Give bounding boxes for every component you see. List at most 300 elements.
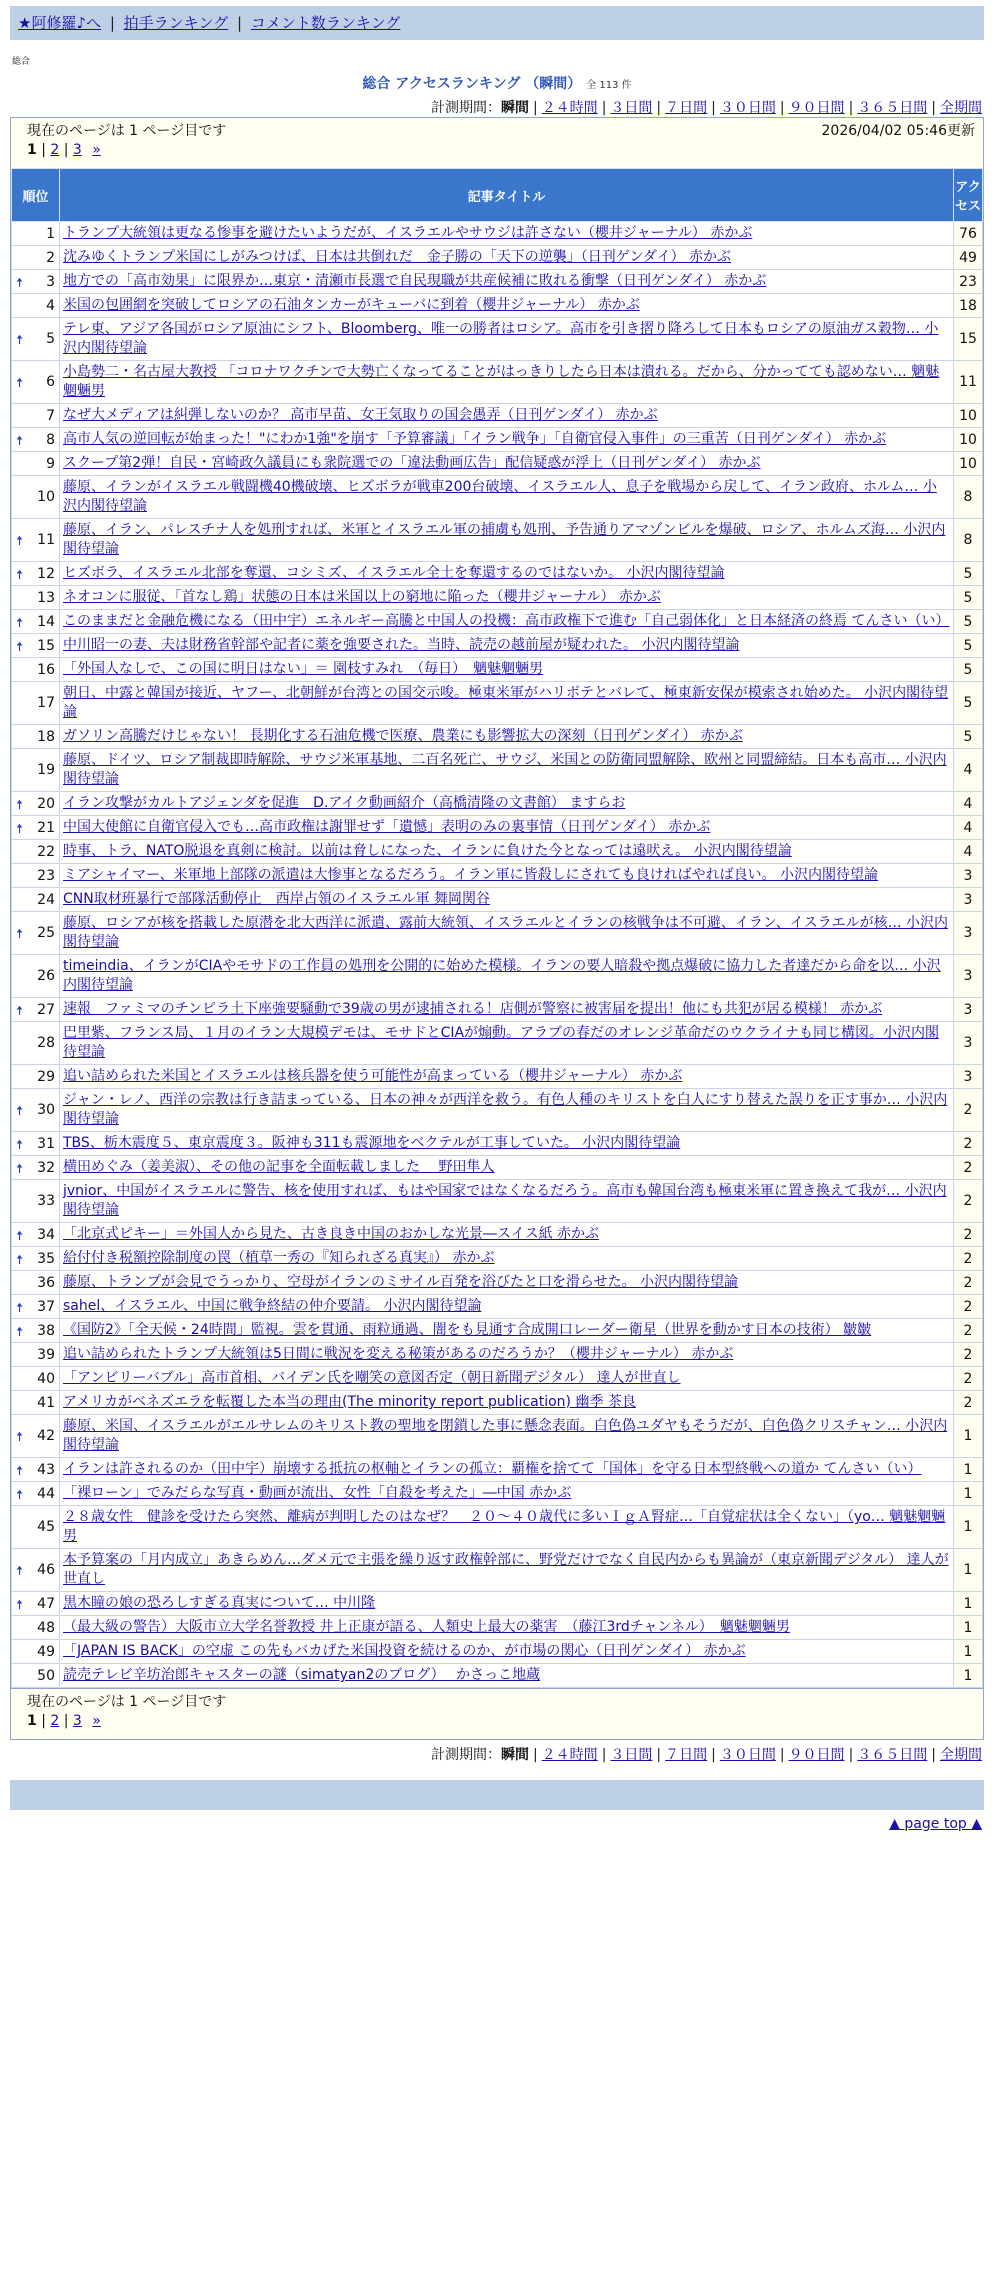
rank-up-arrow-icon: 🠅: [16, 1228, 24, 1244]
period-option[interactable]: ２４時間: [541, 1747, 598, 1763]
table-row: [12, 1089, 983, 1132]
article-title-link[interactable]: 給付付き税額控除制度の罠（植草一秀の『知られざる真実』） 赤かぶ: [63, 1250, 495, 1266]
article-title-link[interactable]: 「外国人なしで、この国に明日はない」＝ 園枝すみれ （毎日） 魑魅魍魎男: [63, 661, 544, 677]
rank-number: 19: [37, 762, 55, 778]
article-title-link[interactable]: このままだと金融危機になる（田中宇）エネルギー高騰と中国人の投機：高市政権下で進む「自己弱体化」と日本経済の終焉 てんさい（い）: [63, 613, 950, 629]
rank-number: 15: [37, 637, 55, 654]
title-cell: [60, 998, 954, 1022]
period-option[interactable]: 全期間: [940, 1747, 982, 1763]
table-row: [12, 294, 983, 318]
rank-cell: [12, 428, 60, 452]
access-count: 3: [954, 1065, 983, 1089]
article-title-link[interactable]: 「JAPAN IS BACK」の空虚 この先もバカげた米国投資を続けるのか、が市場の関心（日刊ゲンダイ） 赤かぶ: [63, 1643, 746, 1659]
rank-number: 48: [37, 1619, 55, 1636]
access-count: 3: [954, 888, 983, 912]
pager-top: [27, 142, 977, 158]
table-row: [12, 1343, 983, 1367]
page-1-link[interactable]: 1: [27, 1713, 37, 1729]
access-count: 5: [954, 610, 983, 634]
rank-cell: [12, 725, 60, 749]
rank-cell: [12, 1506, 60, 1549]
rank-up-arrow-icon: 🠅: [16, 615, 24, 631]
rank-up-arrow-icon: 🠅: [16, 333, 24, 348]
period-selector-bottom: [10, 1744, 984, 1764]
article-title-link[interactable]: 時事、トラ、NATO脱退を真剣に検討。以前は脅しになった、イランに負けた今となっては遠吠え。 小沢内閣待望論: [63, 843, 792, 859]
table-row: [12, 1391, 983, 1415]
rank-cell: [12, 816, 60, 840]
period-separator: |: [779, 100, 785, 116]
table-row: [12, 840, 983, 864]
access-count: 3: [954, 998, 983, 1022]
period-separator: |: [931, 1747, 936, 1763]
page-2-link[interactable]: 2: [50, 142, 60, 158]
period-option[interactable]: ３日間: [610, 1747, 653, 1763]
rank-cell: [12, 1271, 60, 1295]
title-cell: [60, 1223, 954, 1247]
table-row: [12, 222, 983, 246]
access-count: 23: [954, 270, 983, 294]
table-row: [12, 749, 983, 792]
title-cell: [60, 586, 954, 610]
access-count: 2: [954, 1247, 983, 1271]
period-option[interactable]: 瞬間: [500, 100, 529, 116]
article-title-link[interactable]: 地方での「高市効果」に限界か…東京・清瀬市長選で自民現職が共産候補に敗れる衝撃（日刊ゲンダイ） 赤かぶ: [63, 273, 767, 289]
rank-number: 18: [37, 728, 55, 745]
access-count: 2: [954, 1319, 983, 1343]
pager-separator: |: [41, 1713, 46, 1729]
access-count: 10: [954, 428, 983, 452]
rank-number: 2: [46, 249, 55, 266]
rank-cell: [12, 294, 60, 318]
rank-number: 16: [37, 661, 55, 678]
rank-number: 20: [37, 795, 55, 812]
rank-cell: [12, 682, 60, 725]
table-row: [12, 270, 983, 294]
access-count: 3: [954, 955, 983, 998]
title-cell: [60, 361, 954, 404]
rank-number: 26: [37, 968, 55, 984]
rank-number: 43: [37, 1461, 55, 1478]
article-title-link[interactable]: 「アンビリーバブル」高市首相、バイデン氏を嘲笑の意図否定（朝日新聞デジタル） 達人が世直し: [63, 1370, 681, 1386]
title-cell: [60, 1415, 954, 1458]
access-count: 2: [954, 1295, 983, 1319]
rank-number: 8: [46, 431, 55, 448]
article-title-link[interactable]: アメリカがベネズエラを転覆した本当の理由(The minority report publication) 幽季 茶良: [63, 1394, 636, 1410]
title-cell: [60, 1482, 954, 1506]
table-row: [12, 404, 983, 428]
rank-cell: [12, 1132, 60, 1156]
table-row: [12, 562, 983, 586]
period-option[interactable]: ７日間: [665, 1747, 708, 1763]
table-row: [12, 361, 983, 404]
table-row: [12, 318, 983, 361]
access-count: 2: [954, 1132, 983, 1156]
rank-cell: [12, 1247, 60, 1271]
title-column-header: 記事タイトル: [60, 169, 954, 222]
article-title-link[interactable]: イラン攻撃がカルトアジェンダを促進 D.アイク動画紹介（高橋清隆の文書館） ますらお: [63, 795, 626, 811]
rank-number: 46: [37, 1562, 55, 1578]
article-title-link[interactable]: timeindia、イランがCIAやモサドの工作員の処刑を公開的に始めた模様。イランの要人暗殺や拠点爆破に協力した者達だから命を以… 小沢内閣待望論: [63, 958, 941, 993]
title-cell: [60, 404, 954, 428]
article-title-link[interactable]: ネオコンに服従、「首なし鶏」状態の日本は米国以上の窮地に陥った（櫻井ジャーナル） 赤かぶ: [63, 589, 661, 605]
rank-cell: [12, 912, 60, 955]
title-cell: [60, 1640, 954, 1664]
article-title-link[interactable]: 藤原、イラン、パレスチナ人を処刑すれば、米軍とイスラエル軍の捕虜も処刑、予告通りアマゾンビルを爆破、ロシア、ホルムズ海… 小沢内閣待望論: [63, 522, 946, 557]
article-title-link[interactable]: トランプ大統領は更なる惨事を避けたいようだが、イスラエルやサウジは許さない（櫻井ジャーナル） 赤かぶ: [63, 225, 753, 241]
title-cell: [60, 634, 954, 658]
rank-number: 44: [37, 1485, 55, 1502]
table-row: [12, 1640, 983, 1664]
rank-cell: [12, 246, 60, 270]
rank-up-arrow-icon: 🠅: [16, 1104, 24, 1119]
nav-separator: |: [237, 14, 243, 32]
rank-cell: [12, 610, 60, 634]
current-page-text: 現在のページは 1 ページ目です: [27, 1694, 227, 1710]
rank-number: 27: [37, 1001, 55, 1018]
rank-cell: [12, 318, 60, 361]
rank-number: 33: [37, 1193, 55, 1209]
rank-up-arrow-icon: 🠅: [16, 1463, 24, 1479]
table-row: [12, 452, 983, 476]
access-count: 49: [954, 246, 983, 270]
rank-cell: [12, 452, 60, 476]
title-cell: [60, 222, 954, 246]
title-cell: [60, 1343, 954, 1367]
table-row: [12, 1482, 983, 1506]
access-count: 76: [954, 222, 983, 246]
article-title-link[interactable]: 藤原、トランプが会見でうっかり、空母がイランのミサイル百発を浴びたと口を滑らせた。 小沢内閣待望論: [63, 1274, 739, 1290]
table-row: [12, 1367, 983, 1391]
table-row: [12, 428, 983, 452]
rank-cell: [12, 634, 60, 658]
period-option[interactable]: 全期間: [940, 100, 982, 116]
next-page-link[interactable]: »: [92, 1713, 101, 1729]
nav-separator: |: [109, 14, 115, 32]
access-count: 8: [954, 476, 983, 519]
article-title-link[interactable]: テレ東、アジア各国がロシア原油にシフト、Bloomberg、唯一の勝者はロシア。高市を引き摺り降ろして日本もロシアの原油ガス穀物… 小沢内閣待望論: [63, 321, 939, 356]
article-title-link[interactable]: ヒズボラ、イスラエル北部を奪還、コシミズ、イスラエル全土を奪還するのではないか。 小沢内閣待望論: [63, 565, 725, 581]
rank-cell: [12, 1319, 60, 1343]
rank-number: 42: [37, 1428, 55, 1444]
title-cell: [60, 270, 954, 294]
rank-number: 50: [37, 1667, 55, 1684]
table-row: [12, 998, 983, 1022]
period-option[interactable]: ３日間: [610, 100, 653, 116]
title-cell: [60, 1664, 954, 1688]
title-cell: [60, 658, 954, 682]
table-row: [12, 246, 983, 270]
rank-number: 28: [37, 1035, 55, 1051]
rank-number: 6: [46, 374, 55, 390]
rank-number: 31: [37, 1135, 55, 1152]
article-title-link[interactable]: 読売テレビ辛坊治郎キャスターの謎（simatyan2のブログ） かさっこ地蔵: [63, 1667, 541, 1683]
period-separator: |: [848, 100, 854, 116]
rank-cell: [12, 955, 60, 998]
period-option[interactable]: 瞬間: [500, 1747, 529, 1763]
article-title-link[interactable]: 本予算案の「月内成立」あきらめん…ダメ元で主張を繰り返す政権幹部に、野党だけでなく自民内からも異論が（東京新聞デジタル） 達人が世直し: [63, 1552, 949, 1587]
access-count: 10: [954, 452, 983, 476]
title-cell: [60, 246, 954, 270]
table-row: [12, 1156, 983, 1180]
access-count: 4: [954, 816, 983, 840]
access-count: 2: [954, 1089, 983, 1132]
title-cell: [60, 816, 954, 840]
pager-bottom: [27, 1713, 977, 1729]
table-row: [12, 658, 983, 682]
rank-cell: [12, 658, 60, 682]
title-cell: [60, 1180, 954, 1223]
rank-number: 25: [37, 925, 55, 941]
title-cell: [60, 1592, 954, 1616]
rank-cell: [12, 1295, 60, 1319]
article-title-link[interactable]: TBS、栃木震度５、東京震度３。阪神も311も震源地をベクテルが工事していた。 小沢内閣待望論: [63, 1135, 681, 1151]
title-cell: [60, 749, 954, 792]
article-title-link[interactable]: jvnior、中国がイスラエルに警告、核を使用すれば、もはや国家ではなくなるだろう。高市も韓国台湾も極東米軍に置き換えて我が… 小沢内閣待望論: [63, 1183, 947, 1218]
access-count: 1: [954, 1664, 983, 1688]
title-cell: [60, 1616, 954, 1640]
rank-number: 9: [46, 455, 55, 472]
rank-up-arrow-icon: 🠅: [16, 797, 24, 813]
period-option[interactable]: ７日間: [665, 100, 708, 116]
table-row: [12, 1180, 983, 1223]
article-title-link[interactable]: 高市人気の逆回転が始まった！"にわか1強"を崩す「予算審議」「イラン戦争」「自衛官侵入事件」の三重苦（日刊ゲンダイ） 赤かぶ: [63, 431, 887, 447]
article-title-link[interactable]: 朝日、中露と韓国が接近、ヤフー、北朝鮮が台湾との国交示唆。極東米軍がハリボテとバレて、極東新安保が模索され始めた。 小沢内閣待望論: [63, 685, 949, 720]
period-option[interactable]: ３６５日間: [857, 1747, 928, 1763]
period-option[interactable]: ９０日間: [788, 100, 845, 116]
table-row: [12, 1592, 983, 1616]
article-title-link[interactable]: 藤原、米国、イスラエルがエルサレムのキリスト教の聖地を閉鎖した事に懸念表面。白色偽ユダヤもそうだが、白色偽クリスチャン… 小沢内閣待望論: [63, 1418, 948, 1453]
rank-cell: [12, 1640, 60, 1664]
comment-ranking-link[interactable]: コメント数ランキング: [250, 14, 401, 32]
article-title-link[interactable]: 中川昭一の妻、夫は財務省幹部や記者に薬を強要された。当時、読売の越前屋が疑われた。 小沢内閣待望論: [63, 637, 740, 653]
title-cell: [60, 725, 954, 749]
title-cell: [60, 1391, 954, 1415]
access-count: 10: [954, 404, 983, 428]
title-cell: [60, 864, 954, 888]
title-cell: [60, 1247, 954, 1271]
rank-number: 29: [37, 1068, 55, 1085]
rank-number: 12: [37, 565, 55, 582]
rank-number: 21: [37, 819, 55, 836]
article-title-link[interactable]: 小島勢二・名古屋大教授 「コロナワクチンで大勢亡くなってることがはっきりしたら日本は潰れる。だから、分かってても認めない… 魑魅魍魎男: [63, 364, 940, 399]
top-nav: [10, 6, 984, 40]
table-row: [12, 1415, 983, 1458]
access-count: 5: [954, 562, 983, 586]
table-row: [12, 955, 983, 998]
access-count: 1: [954, 1506, 983, 1549]
table-row: [12, 519, 983, 562]
article-title-link[interactable]: CNN取材班暴行で部隊活動停止 西岸占領のイスラエル軍 舞岡関谷: [63, 891, 491, 907]
period-separator: |: [601, 100, 607, 116]
article-title-link[interactable]: 「裸ローン」でみだらな写真・動画が流出、女性「自殺を考えた」―中国 赤かぶ: [63, 1485, 572, 1501]
table-row: [12, 1132, 983, 1156]
rank-cell: [12, 1391, 60, 1415]
article-title-link[interactable]: なぜ大メディアは糾弾しないのか？ 高市早苗、女王気取りの国会愚弄（日刊ゲンダイ） 赤かぶ: [63, 407, 658, 423]
article-title-link[interactable]: スクープ第2弾！自民・宮崎政久議員にも衆院選での「違法動画広告」配信疑惑が浮上（日刊ゲンダイ） 赤かぶ: [63, 455, 761, 471]
article-title-link[interactable]: 巴里紫、フランス局、１月のイラン大規模デモは、モサドとCIAが煽動。アラブの春だのオレンジ革命だのウクライナも同じ構図。小沢内閣待望論: [63, 1025, 939, 1060]
rank-cell: [12, 270, 60, 294]
period-option[interactable]: ３６５日間: [857, 100, 928, 116]
rank-up-arrow-icon: 🠅: [16, 1003, 24, 1019]
article-title-link[interactable]: sahel、イスラエル、中国に戦争終結の仲介要請。 小沢内閣待望論: [63, 1298, 482, 1314]
title-cell: [60, 840, 954, 864]
rank-up-arrow-icon: 🠅: [16, 639, 24, 655]
page-title: [10, 73, 984, 93]
title-cell: [60, 1458, 954, 1482]
table-row: [12, 586, 983, 610]
rank-cell: [12, 1343, 60, 1367]
rank-number: 5: [46, 331, 55, 347]
rank-up-arrow-icon: 🠅: [16, 1564, 24, 1579]
article-title-link[interactable]: 黒木瞳の娘の恐ろしすぎる真実について… 中川隆: [63, 1595, 376, 1611]
rank-cell: [12, 864, 60, 888]
rank-cell: [12, 1549, 60, 1592]
rank-number: 36: [37, 1274, 55, 1291]
article-title-link[interactable]: ガソリン高騰だけじゃない！ 長期化する石油危機で医療、農業にも影響拡大の深刻（日刊ゲンダイ） 赤かぶ: [63, 728, 743, 744]
period-separator: |: [711, 100, 716, 116]
table-row: [12, 1319, 983, 1343]
title-cell: [60, 610, 954, 634]
access-count: 2: [954, 1156, 983, 1180]
title-cell: [60, 1156, 954, 1180]
page-1-link[interactable]: 1: [27, 142, 37, 158]
article-title-link[interactable]: 横田めぐみ（姜美淑）、その他の記事を全面転載しました 野田隼人: [63, 1159, 495, 1175]
article-title-link[interactable]: 速報 ファミマのチンピラ土下座強要騒動で39歳の男が逮捕される！店側が警察に被害届を提出！他にも共犯が居る模様！ 赤かぶ: [63, 1001, 883, 1017]
rank-up-arrow-icon: 🠅: [16, 1300, 24, 1316]
rank-number: 41: [37, 1394, 55, 1411]
ranking-title: 総合 アクセスランキング （瞬間）: [362, 76, 582, 92]
rank-number: 1: [46, 225, 55, 242]
page-2-link[interactable]: 2: [50, 1713, 60, 1729]
article-title-link[interactable]: 藤原、ロシアが核を搭載した原潜を北大西洋に派遣、露前大統領、イスラエルとイランの核戦争は不可避、イラン、イスラエルが核… 小沢内閣待望論: [63, 915, 949, 950]
rank-cell: [12, 222, 60, 246]
article-title-link[interactable]: 追い詰められた米国とイスラエルは核兵器を使う可能性が高まっている（櫻井ジャーナル） 赤かぶ: [63, 1068, 683, 1084]
rank-number: 35: [37, 1250, 55, 1267]
rank-number: 30: [37, 1102, 55, 1118]
access-count: 5: [954, 634, 983, 658]
title-cell: [60, 955, 954, 998]
article-title-link[interactable]: 「北京式ピキー」＝外国人から見た、古き良き中国のおかしな光景―スイス紙 赤かぶ: [63, 1226, 600, 1242]
title-cell: [60, 1549, 954, 1592]
rank-cell: [12, 888, 60, 912]
rank-number: 17: [37, 695, 55, 711]
access-count: 4: [954, 840, 983, 864]
table-row: [12, 1664, 983, 1688]
article-title-link[interactable]: 藤原、イランがイスラエル戦闘機40機破壊、ヒズボラが戦車200台破壊、イスラエル人、息子を戦場から戻して、イラン政府、ホルム… 小沢内閣待望論: [63, 479, 937, 514]
article-title-link[interactable]: ２８歳女性 健診を受けたら突然、離病が判明したのはなぜ？ ２０～４０歳代に多いＩｇＡ腎症…「自覚症状は全くない」（yo… 魑魅魍魎男: [63, 1509, 946, 1544]
period-option[interactable]: ２４時間: [541, 100, 598, 116]
updated-timestamp: 2026/04/02 05:46更新: [821, 123, 975, 139]
period-option[interactable]: ３０日間: [719, 1747, 776, 1763]
rank-up-arrow-icon: 🠅: [16, 1161, 24, 1177]
access-count: 1: [954, 1640, 983, 1664]
rank-cell: [12, 476, 60, 519]
article-title-link[interactable]: 追い詰められたトランプ大統領は5日間に戦況を変える秘策があるのだろうか？（櫻井ジャーナル） 赤かぶ: [63, 1346, 734, 1362]
current-page-text: 現在のページは 1 ページ目です: [27, 123, 227, 139]
rank-up-arrow-icon: 🠅: [16, 821, 24, 837]
article-title-link[interactable]: 沈みゆくトランプ米国にしがみつけば、日本は共倒れだ 金子勝の「天下の逆襲」（日刊ゲンダイ） 赤かぶ: [63, 249, 732, 265]
title-cell: [60, 1367, 954, 1391]
table-row: [12, 816, 983, 840]
period-option[interactable]: ３０日間: [719, 100, 776, 116]
period-option[interactable]: ９０日間: [788, 1747, 845, 1763]
rank-cell: [12, 792, 60, 816]
title-cell: [60, 1295, 954, 1319]
article-title-link[interactable]: ジャン・レノ、西洋の宗教は行き詰まっている、日本の神々が西洋を救う。有色人種のキリストを白人にすり替えた誤りを正す事か… 小沢内閣待望論: [63, 1092, 948, 1127]
rank-up-arrow-icon: 🠅: [16, 567, 24, 583]
rank-number: 23: [37, 867, 55, 884]
access-count: 3: [954, 912, 983, 955]
title-cell: [60, 1506, 954, 1549]
access-count: 5: [954, 586, 983, 610]
title-cell: [60, 452, 954, 476]
article-title-link[interactable]: （最大級の警告）大阪市立大学名誉教授 井上正康が語る、人類史上最大の薬害 （藤江3rdチャンネル） 魑魅魍魎男: [63, 1619, 790, 1635]
pager-separator: |: [63, 1713, 69, 1729]
article-title-link[interactable]: 米国の包囲網を突破してロシアの石油タンカーがキューバに到着（櫻井ジャーナル） 赤かぶ: [63, 297, 640, 313]
rank-cell: [12, 586, 60, 610]
article-title-link[interactable]: 《国防2》「全天候・24時間」監視。雲を貫通、雨粒通過、闇をも見通す合成開口レーダー衛星（世界を動かす日本の技術） 皺皺: [63, 1322, 872, 1338]
access-count: 2: [954, 1271, 983, 1295]
table-row: [12, 1616, 983, 1640]
home-link[interactable]: ★阿修羅♪へ: [18, 14, 102, 32]
rank-number: 4: [46, 297, 55, 314]
rank-number: 38: [37, 1322, 55, 1339]
table-row: [12, 1506, 983, 1549]
access-column-header: アクセス: [954, 169, 983, 222]
page-3-link[interactable]: 3: [72, 142, 82, 158]
table-row: [12, 1065, 983, 1089]
info-bar-bottom: [11, 1688, 983, 1739]
title-cell: [60, 562, 954, 586]
access-count: 1: [954, 1616, 983, 1640]
table-row: [12, 476, 983, 519]
access-count: 8: [954, 519, 983, 562]
rank-up-arrow-icon: 🠅: [16, 1252, 24, 1268]
next-page-link[interactable]: »: [92, 142, 101, 158]
table-row: [12, 634, 983, 658]
rank-number: 49: [37, 1643, 55, 1660]
access-count: 4: [954, 792, 983, 816]
article-title-link[interactable]: 中国大使館に自衛官侵入でも…高市政権は謝罪せず「遺憾」表明のみの裏事情（日刊ゲンダイ） 赤かぶ: [63, 819, 711, 835]
rank-number: 11: [37, 532, 55, 548]
title-cell: [60, 1022, 954, 1065]
info-bar-top: [11, 118, 983, 168]
rank-cell: [12, 1065, 60, 1089]
rank-up-arrow-icon: 🠅: [16, 433, 24, 449]
period-separator: |: [656, 100, 662, 116]
rank-cell: [12, 1022, 60, 1065]
page-3-link[interactable]: 3: [72, 1713, 82, 1729]
access-count: 2: [954, 1367, 983, 1391]
rank-cell: [12, 749, 60, 792]
rank-cell: [12, 1089, 60, 1132]
rank-up-arrow-icon: 🠅: [16, 1430, 24, 1445]
article-title-link[interactable]: ミアシャイマー、米軍地上部隊の派遣は大惨事となるだろう。イラン軍に皆殺しにされても良ければやれば良い。 小沢内閣待望論: [63, 867, 879, 883]
access-count: 2: [954, 1223, 983, 1247]
access-count: 1: [954, 1415, 983, 1458]
title-cell: [60, 1065, 954, 1089]
access-count: 1: [954, 1482, 983, 1506]
period-separator: |: [656, 1747, 662, 1763]
rank-up-arrow-icon: 🠅: [16, 534, 24, 549]
article-title-link[interactable]: イランは許されるのか（田中宇）崩壊する抵抗の枢軸とイランの孤立：覇権を捨てて「国体」を守る日本型終戦への道か てんさい（い）: [63, 1461, 922, 1477]
article-title-link[interactable]: 藤原、ドイツ、ロシア制裁即時解除、サウジ米軍基地、二百名死亡、サウジ、米国との防衛同盟解除、欧州と同盟締結。日本も高市… 小沢内閣待望論: [63, 752, 947, 787]
title-cell: [60, 912, 954, 955]
rank-up-arrow-icon: 🠅: [16, 275, 24, 291]
clap-ranking-link[interactable]: 拍手ランキング: [123, 14, 229, 32]
rank-number: 32: [37, 1159, 55, 1176]
page-top-link[interactable]: ▲ page top ▲: [889, 1816, 982, 1832]
